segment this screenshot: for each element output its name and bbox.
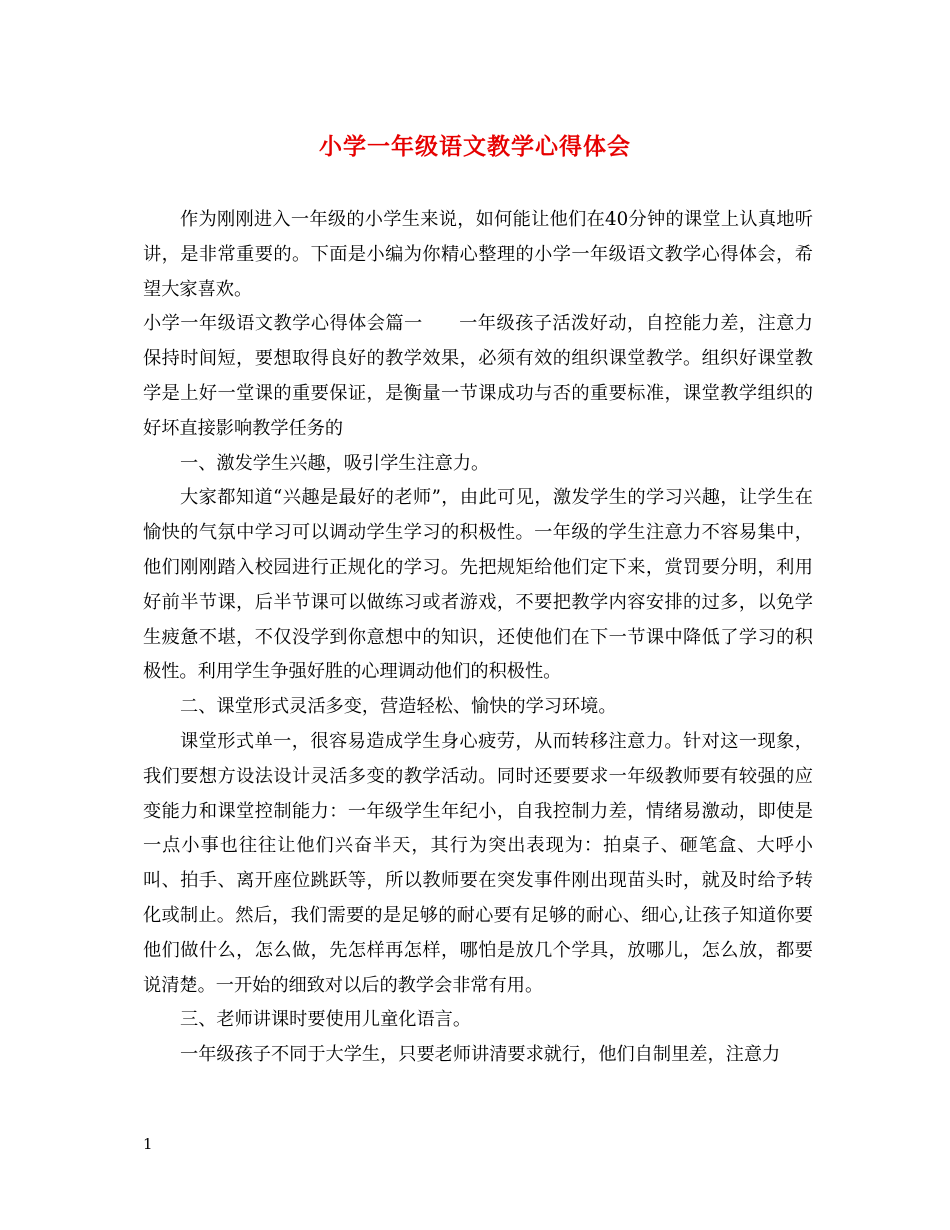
section-heading: 小学一年级语文教学心得体会篇一 [143,313,423,335]
heading-classroom-form: 二、课堂形式灵活多变，营造轻松、愉快的学习环境。 [180,696,617,718]
section-paragraph [143,307,813,446]
page-number: 1 [143,1135,153,1153]
paragraph-classroom-form: 课堂形式单一，很容易造成学生身心疲劳，从而转移注意力。针对这一现象，我们要想方设法设计灵活多变的教学活动。同时还要要求一年级教师要有较强的应变能力和课堂控制能力：一年级学生年纪小，自我控制力差，情绪易激动，即使是一点小事也往往让他们兴奋半天，其行为突出表现为：拍桌子、砸笔盒、大呼小叫、拍手、离开座位跳跃等，所以教师要在突发事件刚出现苗头时，就及时给予转化或制止。然后，我们需要的是足够的耐心要有足够的耐心、细心,让孩子知道你要他们做什么，怎么做，先怎样再怎样，哪怕是放几个学具，放哪儿，怎么放，都要说清楚。一开始的细致对以后的教学会非常有用。 [143,730,813,996]
paragraph-interest: 大家都知道“兴趣是最好的老师”，由此可见，激发学生的学习兴趣，让学生在愉快的气氛中学习可以调动学生学习的积极性。一年级的学生注意力不容易集中，他们刚刚踏入校园进行正规化的学习。先把规矩给他们定下来，赏罚要分明，利用好前半节课，后半节课可以做练习或者游戏，不要把教学内容安排的过多，以免学生疲惫不堪，不仅没学到你意想中的知识，还使他们在下一节课中降低了学习的积极性。利用学生争强好胜的心理调动他们的积极性。 [143,487,813,683]
document-body [143,203,813,1073]
section-text: 一年级孩子活泼好动，自控能力差，注意力保持时间短，要想取得良好的教学效果，必须有效的组织课堂教学。组织好课堂教学是上好一堂课的重要保证，是衡量一节课成功与否的重要标准，课堂教学组织的好坏直接影响教学任务的 [143,313,813,439]
paragraph-child-language: 一年级孩子不同于大学生，只要老师讲清要求就行，他们自制里差，注意力 [180,1044,781,1066]
heading-interest: 一、激发学生兴趣，吸引学生注意力。 [180,452,490,474]
intro-paragraph: 作为刚刚进入一年级的小学生来说，如何能让他们在40分钟的课堂上认真地听讲，是非常重要的。下面是小编为你精心整理的小学一年级语文教学心得体会，希望大家喜欢。 [143,209,813,300]
heading-child-language: 三、老师讲课时要使用儿童化语言。 [180,1009,472,1031]
page-title: 小学一年级语文教学心得体会 [319,133,631,160]
